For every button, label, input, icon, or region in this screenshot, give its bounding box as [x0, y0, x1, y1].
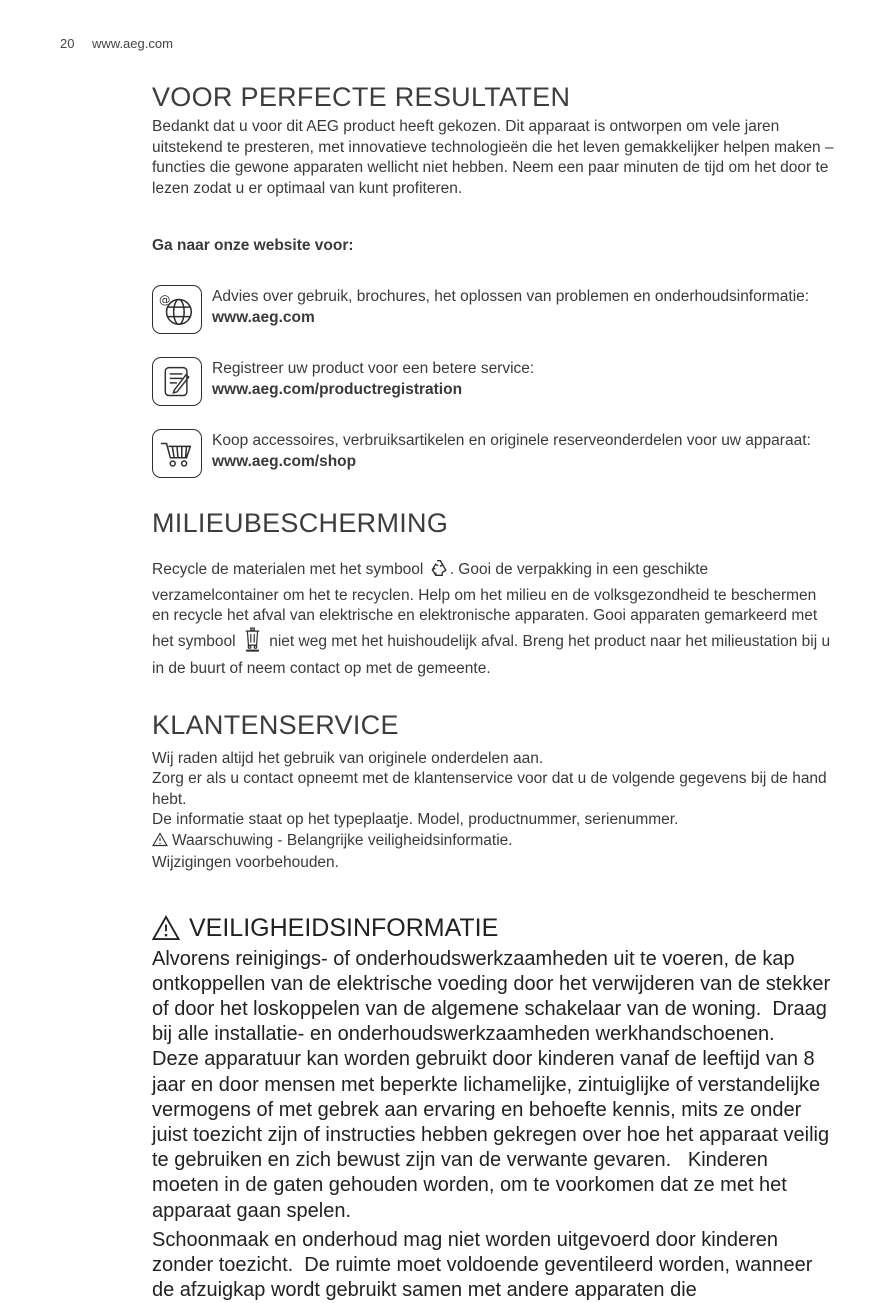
- service-line: Wij raden altijd het gebruik van originele onderdelen aan.: [152, 749, 544, 767]
- website-heading: Ga naar onze website voor:: [152, 237, 354, 254]
- link-text-shop: [212, 429, 811, 472]
- section-title-perfect-results: VOOR PERFECTE RESULTATEN: [152, 82, 571, 112]
- globe-at-icon: [152, 285, 202, 334]
- safety-title-text: VEILIGHEIDSINFORMATIE: [189, 913, 499, 942]
- page-number: 20: [60, 36, 75, 51]
- page-header: [60, 36, 173, 51]
- product-registration-icon: [152, 357, 202, 406]
- environment-paragraph: [152, 557, 834, 680]
- service-note: Wijzigingen voorbehouden.: [152, 854, 339, 871]
- service-warning-line: [152, 831, 834, 854]
- safety-paragraph: Schoonmaak en onderhoud mag niet worden uitgevoerd door kinderen zonder toezicht. De ruimte moet voldoende geventileerd worden, wanneer de afzuigkap wordt gebruikt samen met andere apparaten die: [152, 1228, 818, 1302]
- link-text-advice: [212, 285, 809, 328]
- svg-text:@: @: [158, 291, 171, 306]
- shopping-cart-icon: [152, 429, 202, 478]
- website-link-row-advice: [152, 285, 834, 334]
- link-url: www.aeg.com: [212, 308, 315, 326]
- section-title-environment: MILIEUBESCHERMING: [152, 508, 449, 538]
- link-description: Koop accessoires, verbruiksartikelen en originele reserveonderdelen voor uw apparaat:: [212, 432, 811, 449]
- website-link-row-registration: [152, 357, 834, 406]
- crossed-out-wheelie-bin-icon: [244, 627, 261, 660]
- environment-text-3: niet weg met het huishoudelijk afval. Breng het product naar het milieustation bij u in de buurt of neem contact op met de gemeente.: [152, 632, 831, 677]
- link-description: Registreer uw product voor een betere service:: [212, 360, 535, 377]
- warning-triangle-icon: [152, 915, 180, 941]
- service-text: [152, 749, 834, 874]
- service-line: Zorg er als u contact opneemt met de klantenservice voor dat u de volgende gegevens bij de hand hebt.: [152, 770, 827, 808]
- section-title-service: KLANTENSERVICE: [152, 709, 399, 740]
- safety-paragraph: Alvorens reinigings- of onderhoudswerkzaamheden uit te voeren, de kap ontkoppellen van de elektrische voeding door het verwijderen van de stekker of door het loskoppelen van de algemene schakelaar van de woning. Draag bij alle installatie- en onderhoudswerkzaamheden werkhandschoenen. Deze apparatuur kan worden gebruikt door kinderen vanaf de leeftijd van 8 jaar en door mensen met beperkte lichamelijke, zintuiglijke of verstandelijke vermogens of met gebrek aan ervaring en behoefte kennis, mits ze onder juist toezicht zijn of instructies hebben gekregen over hoe het apparaat veilig te gebruiken en zich bewust zijn van de verwante gevaren. Kinderen moeten in de gaten gehouden worden, om te voorkomen dat ze met het apparaat gaan spelen.: [152, 947, 836, 1222]
- website-link-row-shop: [152, 429, 834, 478]
- intro-paragraph: Bedankt dat u voor dit AEG product heeft gekozen. Dit apparaat is ontworpen om vele jaren uitstekend te presteren, met innovatieve technologieën die het leven gemakkelijker helpen maken – functies die gewone apparaten wellicht niet hebben. Neem een paar minuten de tijd om het door te lezen zodat u er optimaal van kunt profiteren.: [152, 118, 834, 197]
- warning-text: Waarschuwing - Belangrijke veiligheidsinformatie.: [172, 831, 513, 849]
- manual-page-content: [152, 82, 834, 1303]
- warning-triangle-icon: [152, 832, 168, 854]
- link-url: www.aeg.com/productregistration: [212, 380, 463, 398]
- section-title-safety: [152, 914, 834, 943]
- link-url: www.aeg.com/shop: [212, 452, 357, 470]
- header-site-url: www.aeg.com: [92, 36, 173, 51]
- recycle-icon: [428, 557, 450, 586]
- environment-text-2: . Gooi de verpakking in een geschikte verzamelcontainer om het te recyclen. Help om het milieu en de volksgezondheid te beschermen en recycle het afval van elektrische en elektronische apparaten. Gooi apparaten gemarkeerd met het symbool: [152, 561, 818, 650]
- environment-text-1: Recycle de materialen met het symbool: [152, 561, 424, 578]
- link-text-registration: [212, 357, 534, 400]
- link-description: Advies over gebruik, brochures, het oplossen van problemen en onderhoudsinformatie:: [212, 288, 810, 305]
- service-line: De informatie staat op het typeplaatje. Model, productnummer, serienummer.: [152, 811, 679, 828]
